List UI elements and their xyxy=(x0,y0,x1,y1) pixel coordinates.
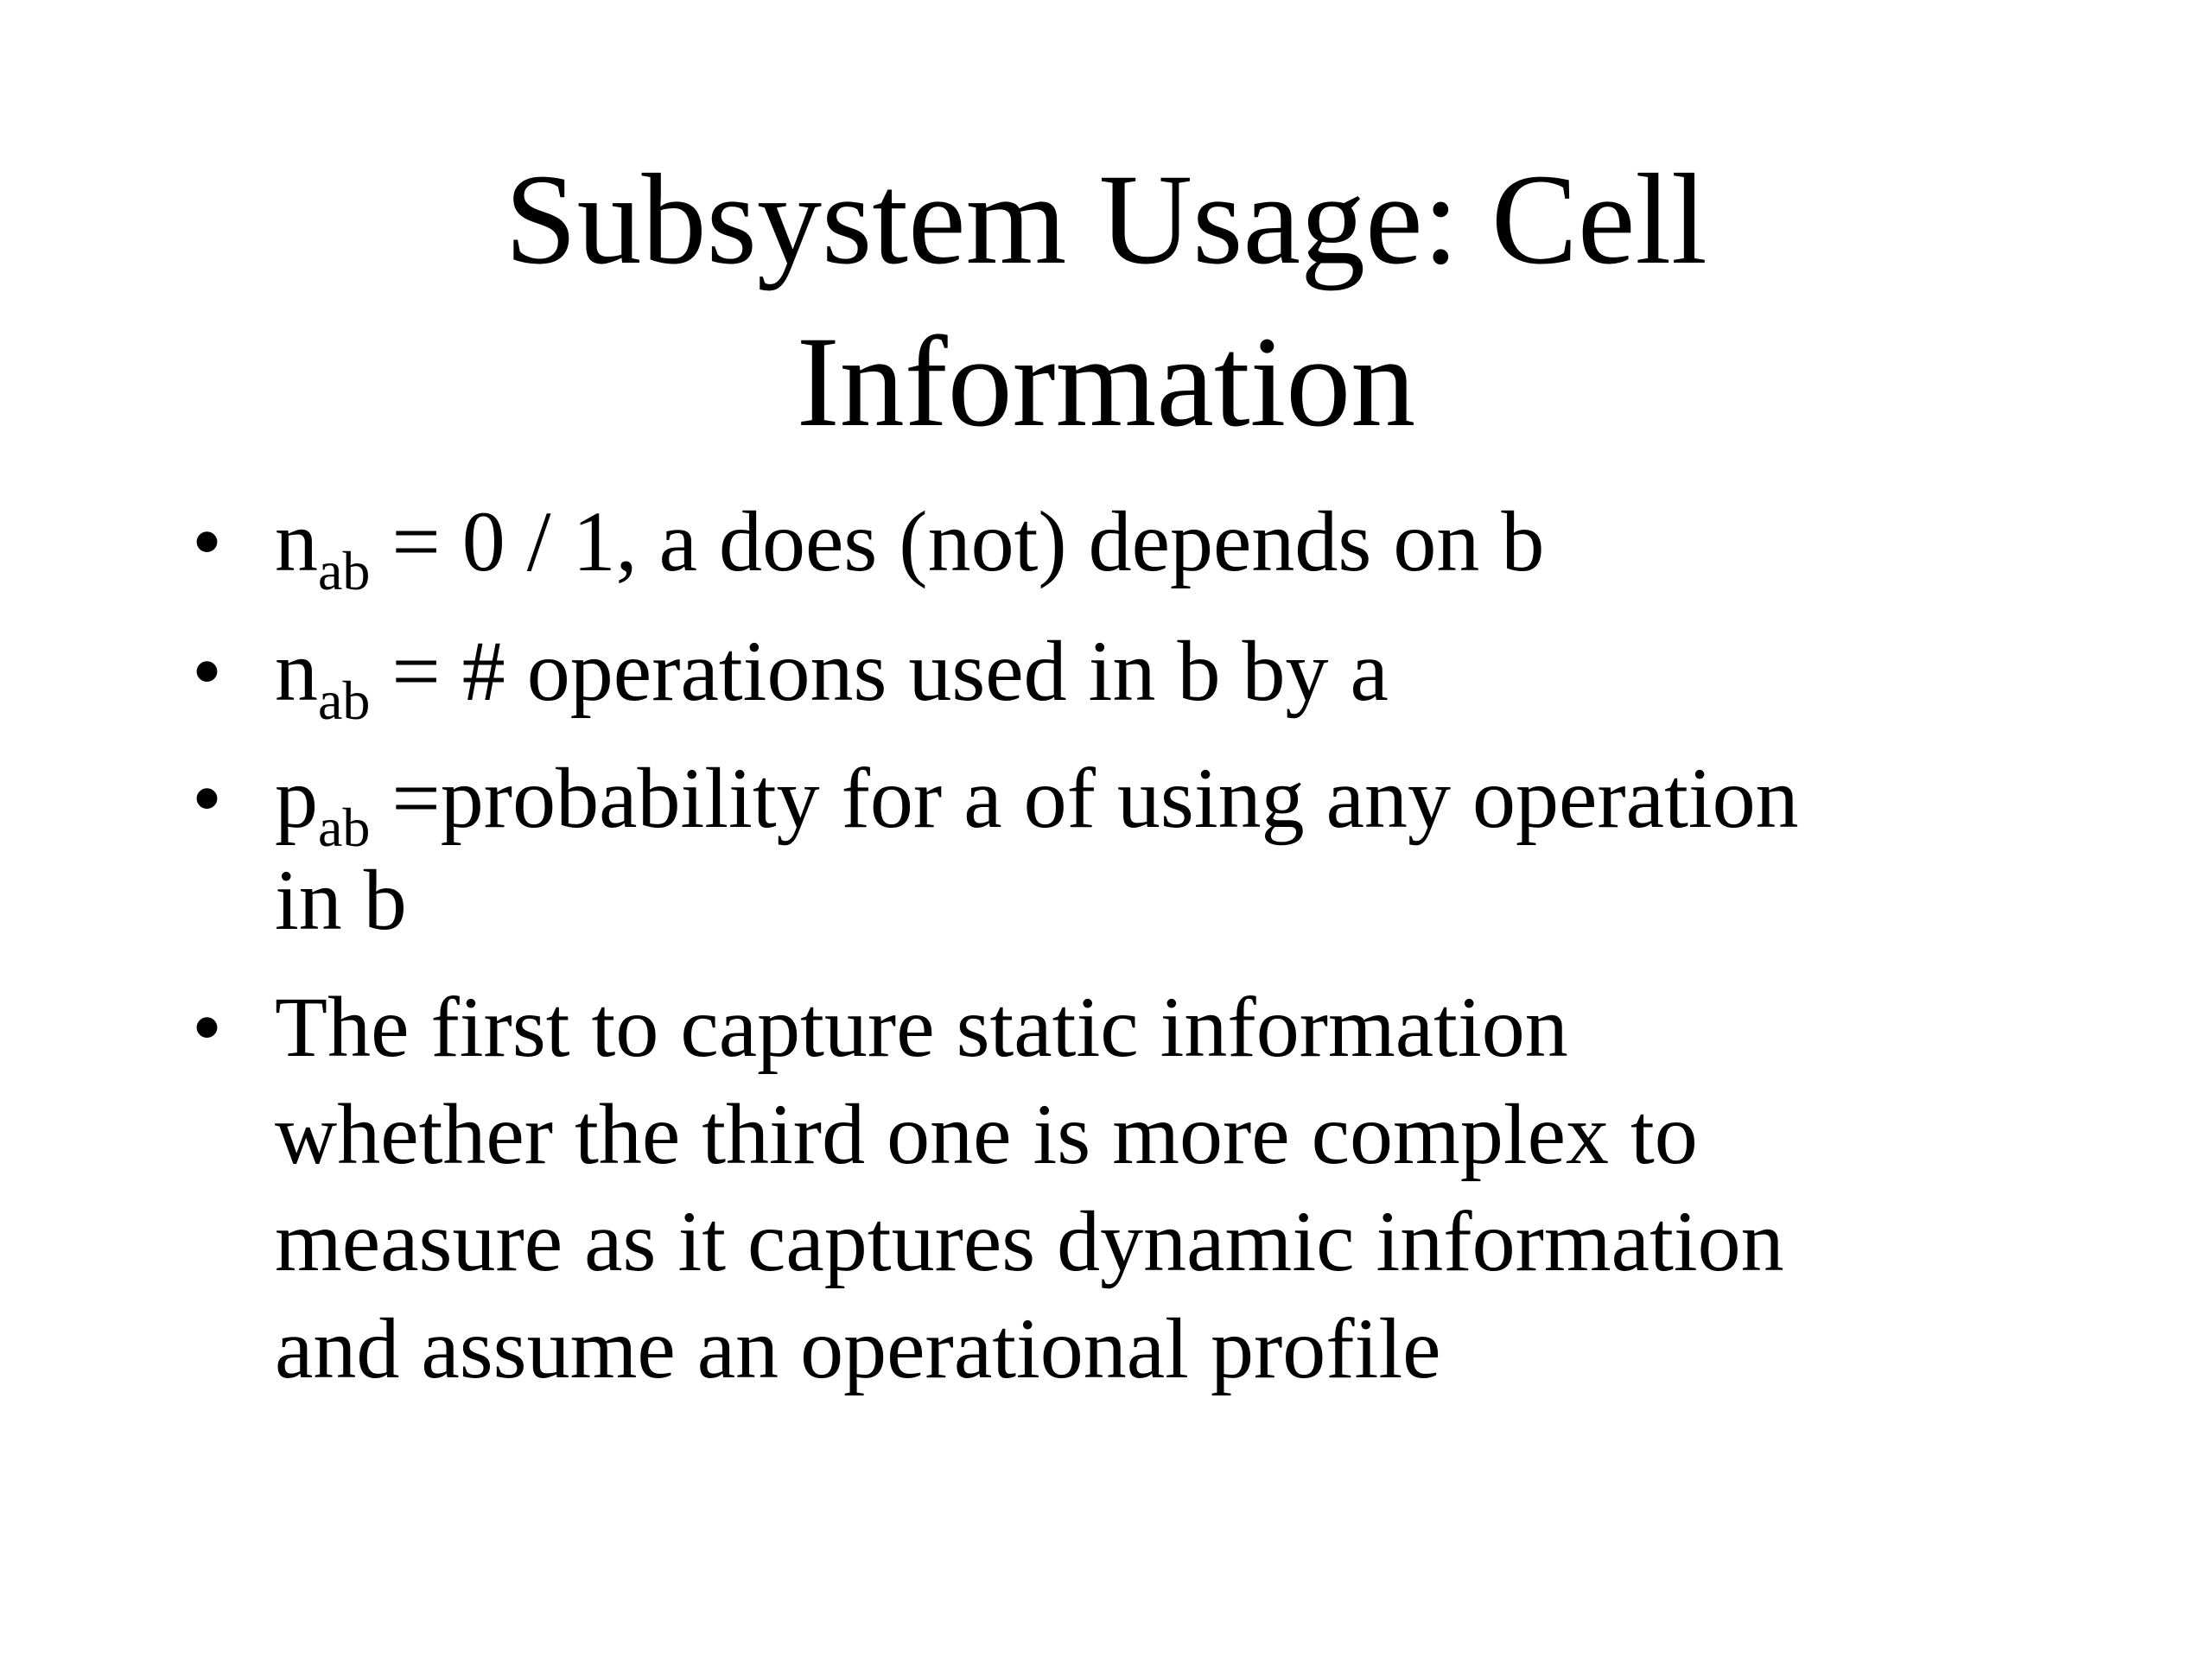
bullet-text-line-1: The first to capture static information xyxy=(275,979,1568,1075)
variable-subscript: ab xyxy=(318,797,371,858)
bullet-text xyxy=(275,618,2108,731)
variable-symbol: p xyxy=(275,750,318,846)
slide-title-line-1: Subsystem Usage: Cell xyxy=(505,148,1707,291)
bullet-text-line-4: and assume an operational profile xyxy=(275,1300,1441,1396)
bullet-text-line-3: measure as it captures dynamic information xyxy=(275,1193,1784,1289)
bullet-text-line-2: whether the third one is more complex to xyxy=(275,1086,1698,1182)
slide-title xyxy=(259,138,1953,463)
variable-symbol: n xyxy=(275,623,318,719)
bullet-text xyxy=(275,488,2108,601)
bullet-item-dependency xyxy=(0,488,2212,601)
bullet-text-body: = # operations used in b by a xyxy=(370,623,1389,719)
bullet-text-body: =probability for a of using any operation xyxy=(370,750,1799,846)
variable-subscript: ab xyxy=(318,540,371,601)
bullet-text-body: = 0 / 1, a does (not) depends on b xyxy=(370,493,1545,589)
bullet-text-line-1 xyxy=(275,747,2108,858)
bullet-dot-icon: • xyxy=(192,493,223,589)
bullet-dot-icon: • xyxy=(192,979,223,1075)
bullet-item-operations-count xyxy=(0,618,2212,731)
bullet-list xyxy=(0,488,2212,1425)
variable-subscript: ab xyxy=(318,670,371,731)
slide-title-line-2: Information xyxy=(796,310,1416,454)
bullet-item-summary xyxy=(0,974,2212,1402)
bullet-dot-icon: • xyxy=(192,750,223,846)
bullet-dot-icon: • xyxy=(192,623,223,719)
bullet-text-line-2: in b xyxy=(275,852,407,948)
variable-symbol: n xyxy=(275,493,318,589)
bullet-item-probability xyxy=(0,747,2212,951)
